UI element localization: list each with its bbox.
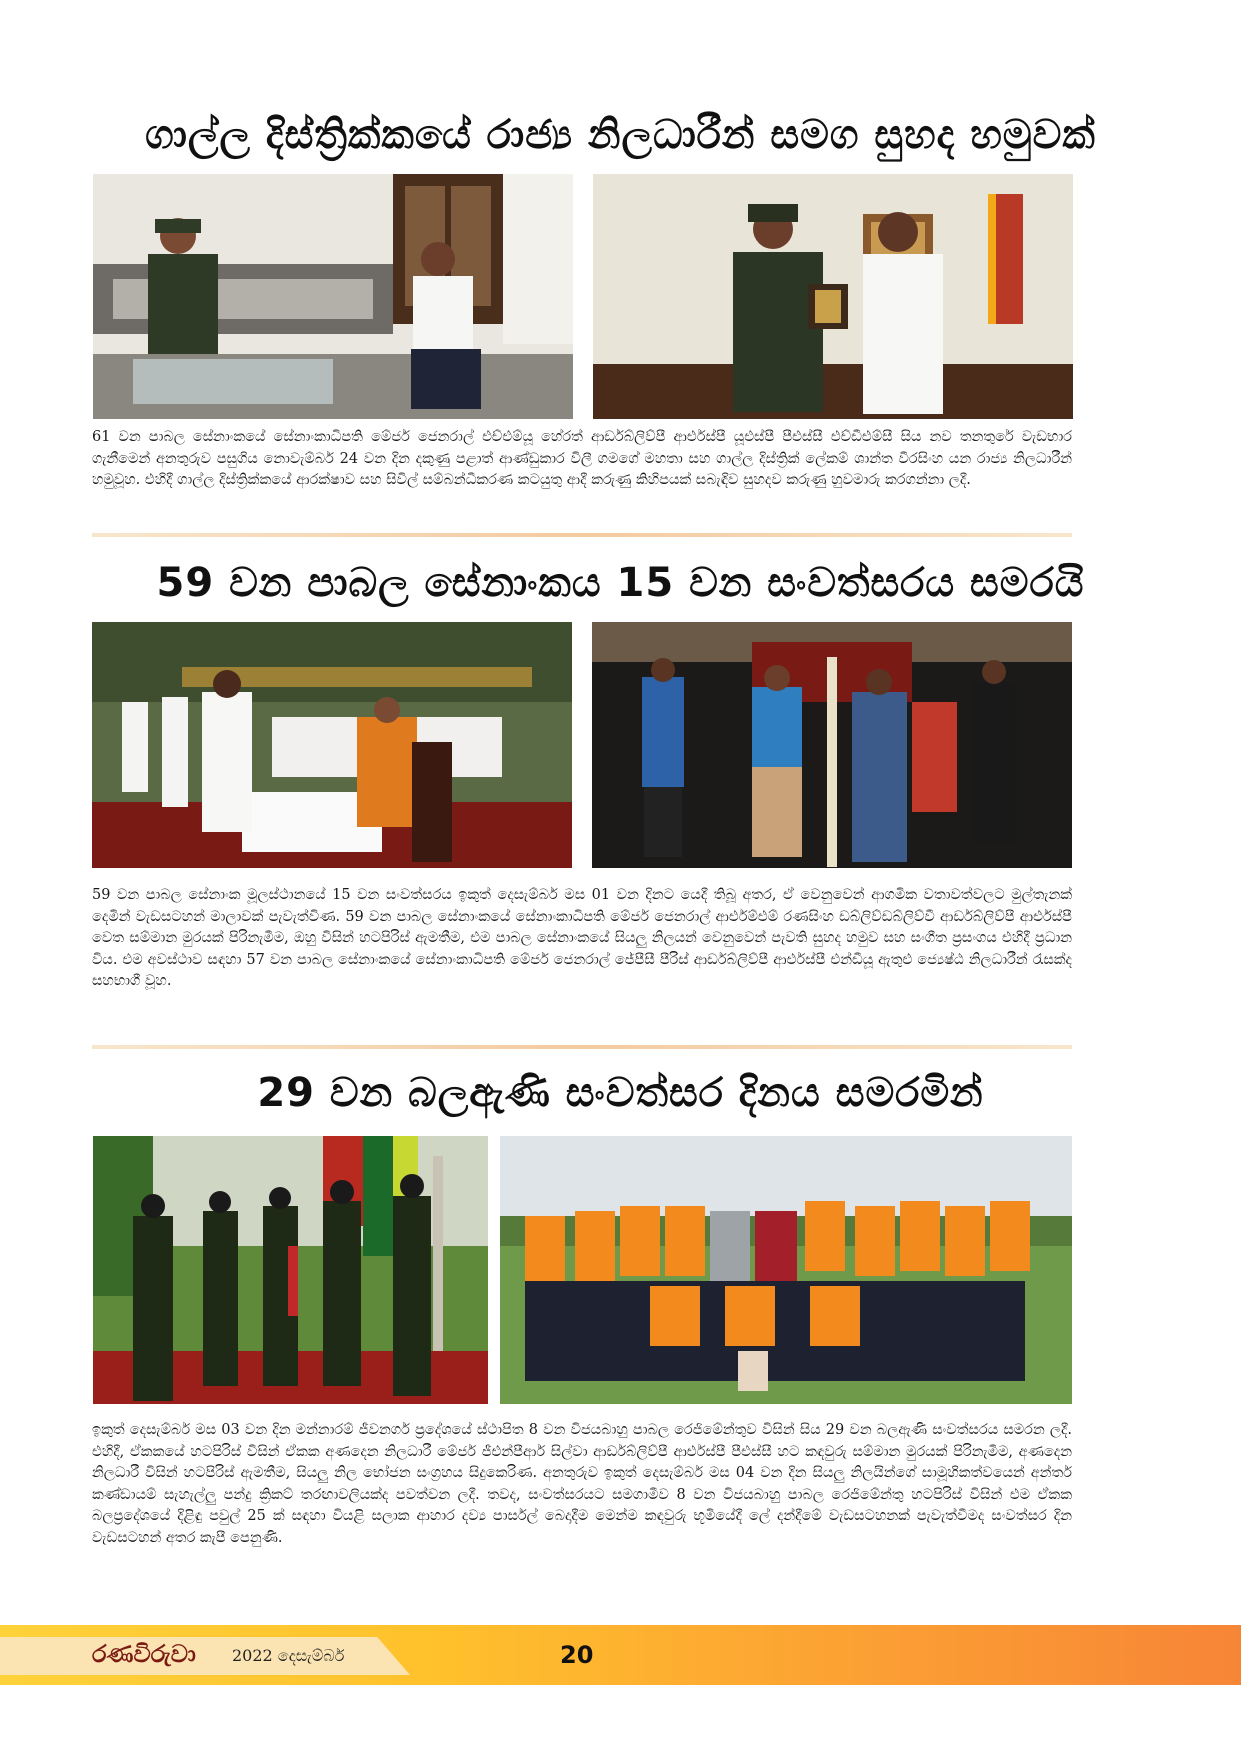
section2-photo-left xyxy=(92,622,572,868)
section1-photo-right xyxy=(593,174,1073,419)
section3-photo-left xyxy=(93,1136,488,1404)
section3-caption: ඉකුත් දෙසැම්බර් මස 03 වන දින මන්නාරම් ජීවනගර් ප්‍රදේශයේ ස්ථාපිත 8 වන විජයබාහු පාබල රෙජිමේන්තුව විසින් සිය 29 වන බලඇණි සංවත්සරය සමරන ලදී. එහිදී, ඒකකයේ හටපිරිස් විසින් ඒකක අණදෙන නිලධාරී මේජර් ජීඑන්පීආර් සිල්වා ආර්ඩබ්ලිව්පී ආර්එස්පී පීඑස්සී හට කඳවුරු සම්මාන මුරයක් පිරිනැමීම, අණදෙන නිලධාරී විසින් හටපිරිස් ඇමතීම, සියලු නිල භෝජන සංග්‍රහය සිදුකෙරිණ. අනතුරුව ඉකුත් දෙසැම්බර් මස 04 වන දින සියලු නිලයින්ගේ සාමූහිකත්වයෙන් අන්තර් කණ්ඩායම් සැහැල්ලු පන්දු ක්‍රිකට් තරඟාවලියක්ද පවත්වන ලදී. තවද, සංවත්සරයට සමගාමීව 8 වන විජයබාහු පාබල රෙජිමේන්තු හටපිරිස් විසින් එම ඒකක බලප්‍රදේශයේ දිළිඳු පවුල් 25 ක් සඳහා වියළි සලාක ආහාර දව්‍ය පාර්සල් බෙදාදීම මෙන්ම කඳවුරු භූමියේදී ලේ දන්දීමේ වැඩසටහනක් පැවැත්වීමද සංවත්සර දින වැඩසටහන් අතර කැපී පෙනුණි. xyxy=(92,1422,1072,1546)
section1-caption: 61 වන පාබල සේනාංකයේ සේනාංකාධිපති මේජර් ජෙනරාල් එච්එම්යූ හේරත් ආර්ඩබ්ලිව්පී ආර්එස්පී යූඑස්පී පීඑස්සී එච්ඩීඑම්සී සිය නව තනතුරේ වැඩභාර ගැනීමෙන් අනතුරුව පසුගිය නොවැම්බර් 24 වන දින දකුණු පළාත් ආණ්ඩුකාර විලී ගමගේ මහතා සහ ගාල්ල දිස්ත්‍රික් ලේකම් ශාන්ත වීරසිංහ යන රාජ්‍ය නිලධාරීන් හමුවූහ. එහිදී ගාල්ල දිස්ත්‍රික්කයේ ආරක්ෂාව සහ සිවිල් සම්බන්ධීකරණ කටයුතු ආදී කරුණු කිහිපයක් සබැඳිව සුහදව කරුණු හුවමාරු කරගන්නා ලදී. xyxy=(92,429,1072,488)
section2-caption: 59 වන පාබල සේනාංක මූලස්ථානයේ 15 වන සංවත්සරය ඉකුත් දෙසැම්බර් මස 01 වන දිනට යෙදී තිබූ අතර, ඒ වෙනුවෙන් ආගමික වතාවත්වලට මුල්තැනක් දෙමින් වැඩසටහන් මාලාවක් පැවැත්විණ. 59 වන පාබල සේනාංකයේ සේනාංකාධිපති මේජර් ජෙනරාල් ආර්එම්එම් රණසිංහ ඩබ්ලිව්ඩබ්ලිව්වී ආර්ඩබ්ලිව්පී ආර්එස්පී වෙත සම්මාන මුරයක් පිරිනැමීම, ඔහු විසින් හටපිරිස් ඇමතීම, එම පාබල සේනාංකයේ සියලු නිලයන් වෙනුවෙන් පැවති සුහද හමුව සහ සංගීත ප්‍රසංගය එහිදී ප්‍රධාන විය. එම අවස්ථාව සඳහා 57 වන පාබල සේනාංකයේ සේනාංකාධිපති මේජර් ජෙනරාල් ජේපීසී පීරිස් ආර්ඩබ්ලිව්පී ආර්එස්පී එන්ඩීයූ ඇතුළු ජ්‍යෙෂ්ඨ නිලධාරීන් රැසක්ද සහභාගී වූහ. xyxy=(92,887,1072,989)
section-divider xyxy=(92,533,1072,537)
section2-title: 59 වන පාබල සේනාංකය 15 වන සංවත්සරය සමරයි xyxy=(156,560,1085,606)
section1-photo-left xyxy=(93,174,573,419)
page-number: 20 xyxy=(560,1641,594,1669)
magazine-logo: රණවිරුවා xyxy=(92,1640,196,1668)
section-divider xyxy=(92,1045,1072,1049)
section2-photo-right xyxy=(592,622,1072,868)
section1-title: ගාල්ල දිස්ත්‍රික්කයේ රාජ්‍ය නිලධාරීන් සමග සුහද හමුවක් xyxy=(145,112,1096,158)
section3-photo-right xyxy=(500,1136,1072,1404)
footer-tab xyxy=(0,1637,410,1675)
issue-date: 2022 දෙසැම්බර් xyxy=(232,1646,345,1665)
section3-title: 29 වන බලඇණි සංවත්සර දිනය සමරමින් xyxy=(257,1070,984,1116)
